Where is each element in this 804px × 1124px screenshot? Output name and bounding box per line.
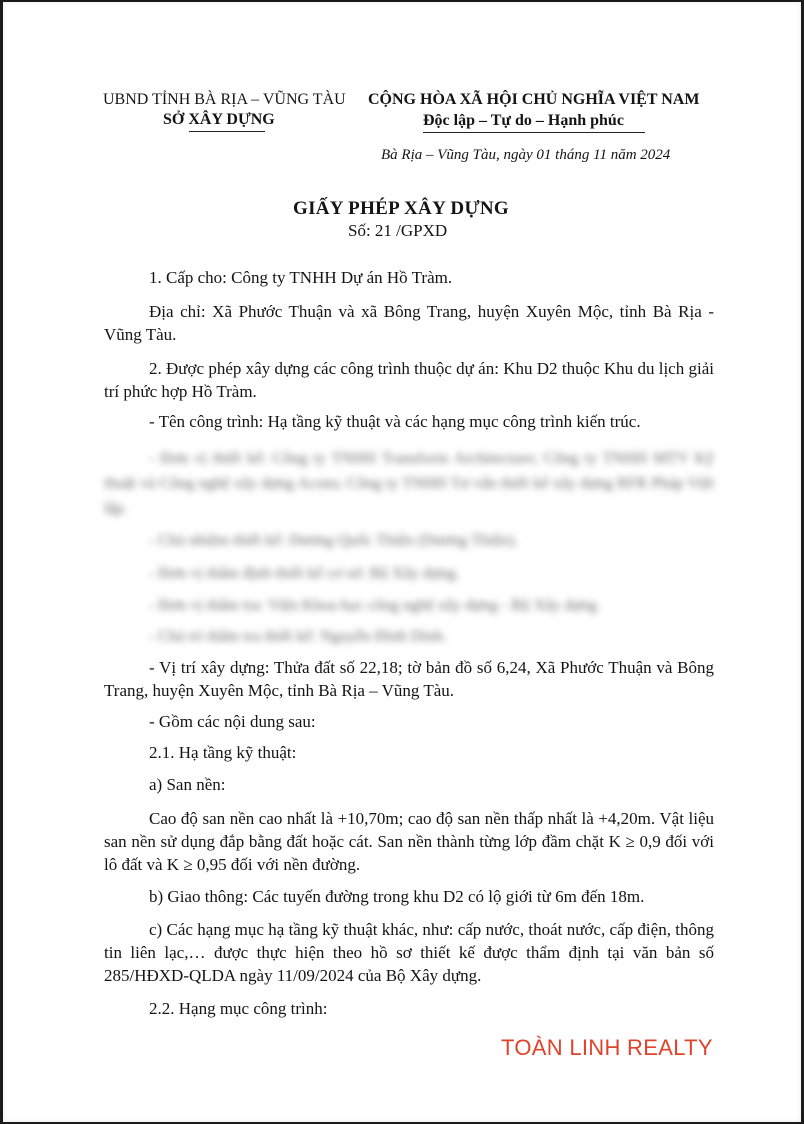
contents-intro: - Gồm các nội dung sau: xyxy=(149,712,316,731)
document-number: Số: 21 /GPXD xyxy=(348,221,448,240)
national-motto: Độc lập – Tự do – Hạnh phúc xyxy=(423,112,624,129)
redacted-chief-designer: - Chủ nhiệm thiết kế: Dương Quốc Thiện (Dương Thiện). xyxy=(149,532,518,549)
watermark-brand: TOÀN LINH REALTY xyxy=(501,1035,713,1060)
project-name-line: - Tên công trình: Hạ tầng kỹ thuật và các hạng mục công trình kiến trúc. xyxy=(149,412,641,431)
redacted-design-units: - Đơn vị thiết kế: Công ty TNHH Transform Architecture; Công ty TNHH MTV Kỹ thuật và Công nghệ xây dựng Acons; Công ty TNHH Tư vấn thiết kế xây dựng RFR Pháp Việt lập. xyxy=(104,450,714,517)
section-works: 2.2. Hạng mục công trình: xyxy=(149,999,328,1018)
traffic-line: b) Giao thông: Các tuyến đường trong khu D2 có lộ giới từ 6m đến 18m. xyxy=(149,887,645,906)
issuer-province: UBND TỈNH BÀ RỊA – VŨNG TÀU xyxy=(103,91,346,108)
redacted-appraisal-unit: - Đơn vị thẩm định thiết kế cơ sở: Bộ Xây dựng. xyxy=(149,565,460,582)
other-infrastructure-paragraph: c) Các hạng mục hạ tầng kỹ thuật khác, như: cấp nước, thoát nước, cấp điện, thông tin liên lạc,… được thực hiện theo hồ sơ thiết kế được thẩm định tại văn bản số 285/HĐXD-QLDA ngày 11/09/2024 của Bộ Xây dựng. xyxy=(104,920,714,985)
issuer-underline xyxy=(189,131,265,132)
issuer-department: SỞ XÂY DỰNG xyxy=(163,111,275,128)
address-paragraph: Địa chỉ: Xã Phước Thuận và xã Bông Trang, huyện Xuyên Mộc, tỉnh Bà Rịa - Vũng Tàu. xyxy=(104,302,714,344)
document-page xyxy=(3,2,801,1122)
redacted-verification-lead: - Chủ trì thẩm tra thiết kế: Nguyễn Đình Dinh. xyxy=(149,628,447,645)
grantee-line: 1. Cấp cho: Công ty TNHH Dự án Hồ Tràm. xyxy=(149,268,453,287)
subsection-leveling: a) San nền: xyxy=(149,775,226,794)
issue-date: Bà Rịa – Vũng Tàu, ngày 01 tháng 11 năm 2024 xyxy=(381,147,671,163)
leveling-paragraph: Cao độ san nền cao nhất là +10,70m; cao độ san nền thấp nhất là +4,20m. Vật liệu san nền sử dụng đắp bằng đất hoặc cát. San nền thành từng lớp đầm chặt K ≥ 0,9 đối với lô đất và K ≥ 0,95 đối với nền đường. xyxy=(104,809,714,874)
location-paragraph: - Vị trí xây dựng: Thửa đất số 22,18; tờ bản đồ số 6,24, Xã Phước Thuận và Bông Trang, huyện Xuyên Mộc, tỉnh Bà Rịa – Vũng Tàu. xyxy=(104,658,714,700)
motto-underline xyxy=(423,132,645,133)
national-title: CỘNG HÒA XÃ HỘI CHỦ NGHĨA VIỆT NAM xyxy=(368,91,700,108)
section-infrastructure: 2.1. Hạ tầng kỹ thuật: xyxy=(149,743,297,762)
document-title: GIẤY PHÉP XÂY DỰNG xyxy=(293,198,509,219)
redacted-verification-unit: - Đơn vị thẩm tra: Viện Khoa học công nghệ xây dựng - Bộ Xây dựng xyxy=(149,597,598,614)
permit-scope-paragraph: 2. Được phép xây dựng các công trình thuộc dự án: Khu D2 thuộc Khu du lịch giải trí phức hợp Hồ Tràm. xyxy=(104,359,714,401)
